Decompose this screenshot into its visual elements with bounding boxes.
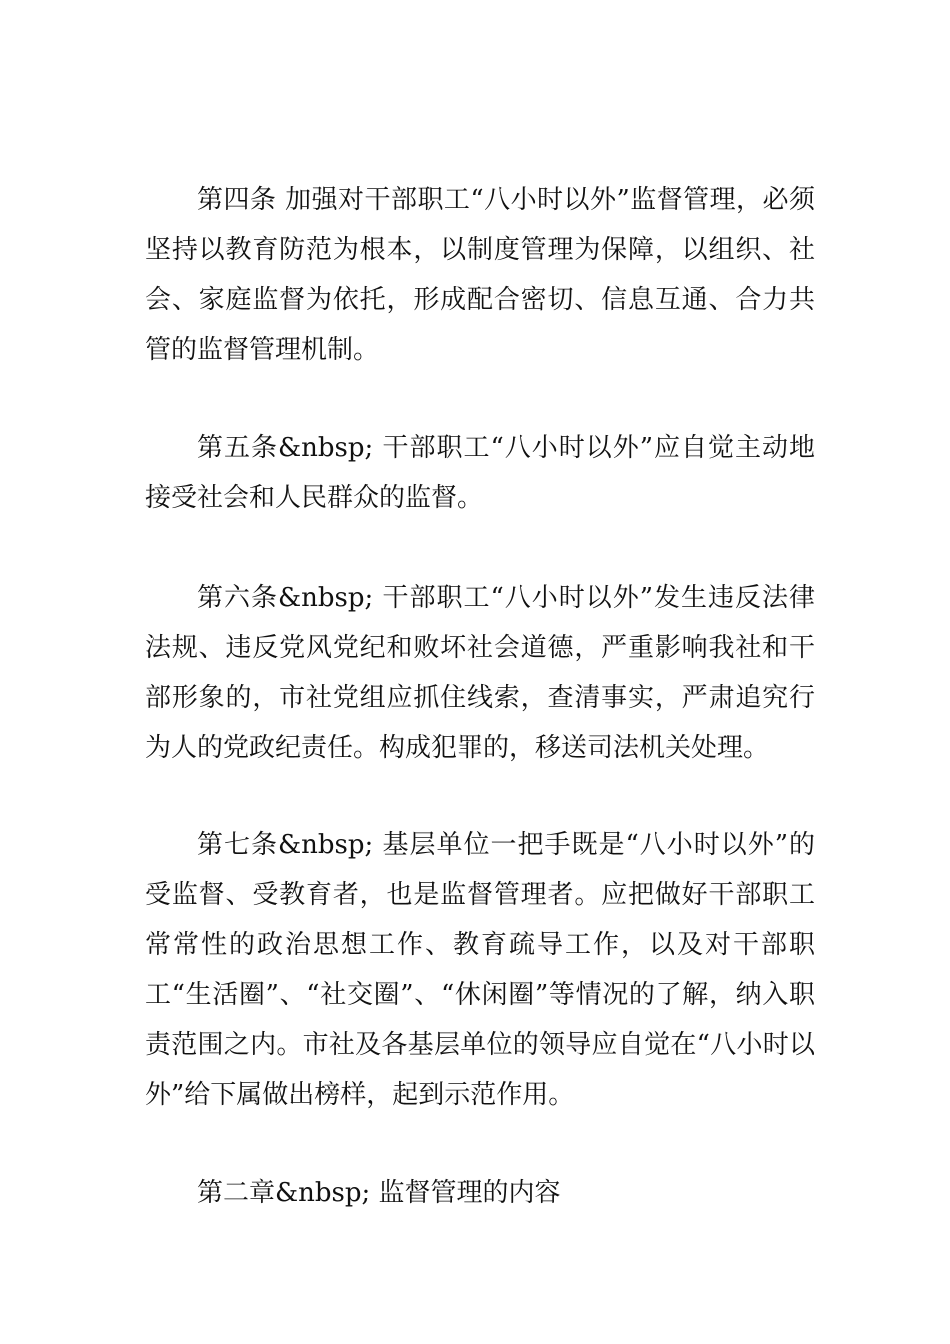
paragraph-article-7: 第七条&nbsp; 基层单位一把手既是“八小时以外”的受监督、受教育者，也是监督管理者。应把做好干部职工常常性的政治思想工作、教育疏导工作，以及对干部职工“生活圈”、“社交圈”、“休闲圈”等情况的了解，纳入职责范围之内。市社及各基层单位的领导应自觉在“八小时以外”给下属做出榜样，起到示范作用。 [145,830,815,1110]
chapter-2-heading: 第二章&nbsp; 监督管理的内容 [197,1178,561,1208]
paragraph-article-4: 第四条 加强对干部职工“八小时以外”监督管理，必须坚持以教育防范为根本，以制度管理为保障，以组织、社会、家庭监督为依托，形成配合密切、信息互通、合力共管的监督管理机制。 [145,185,815,365]
paragraph-article-5: 第五条&nbsp; 干部职工“八小时以外”应自觉主动地接受社会和人民群众的监督。 [145,433,815,513]
paragraph-article-6: 第六条&nbsp; 干部职工“八小时以外”发生违反法律法规、违反党风党纪和败坏社会道德，严重影响我社和干部形象的，市社党组应抓住线索，查清事实，严肃追究行为人的党政纪责任。构成犯罪的，移送司法机关处理。 [145,583,815,763]
